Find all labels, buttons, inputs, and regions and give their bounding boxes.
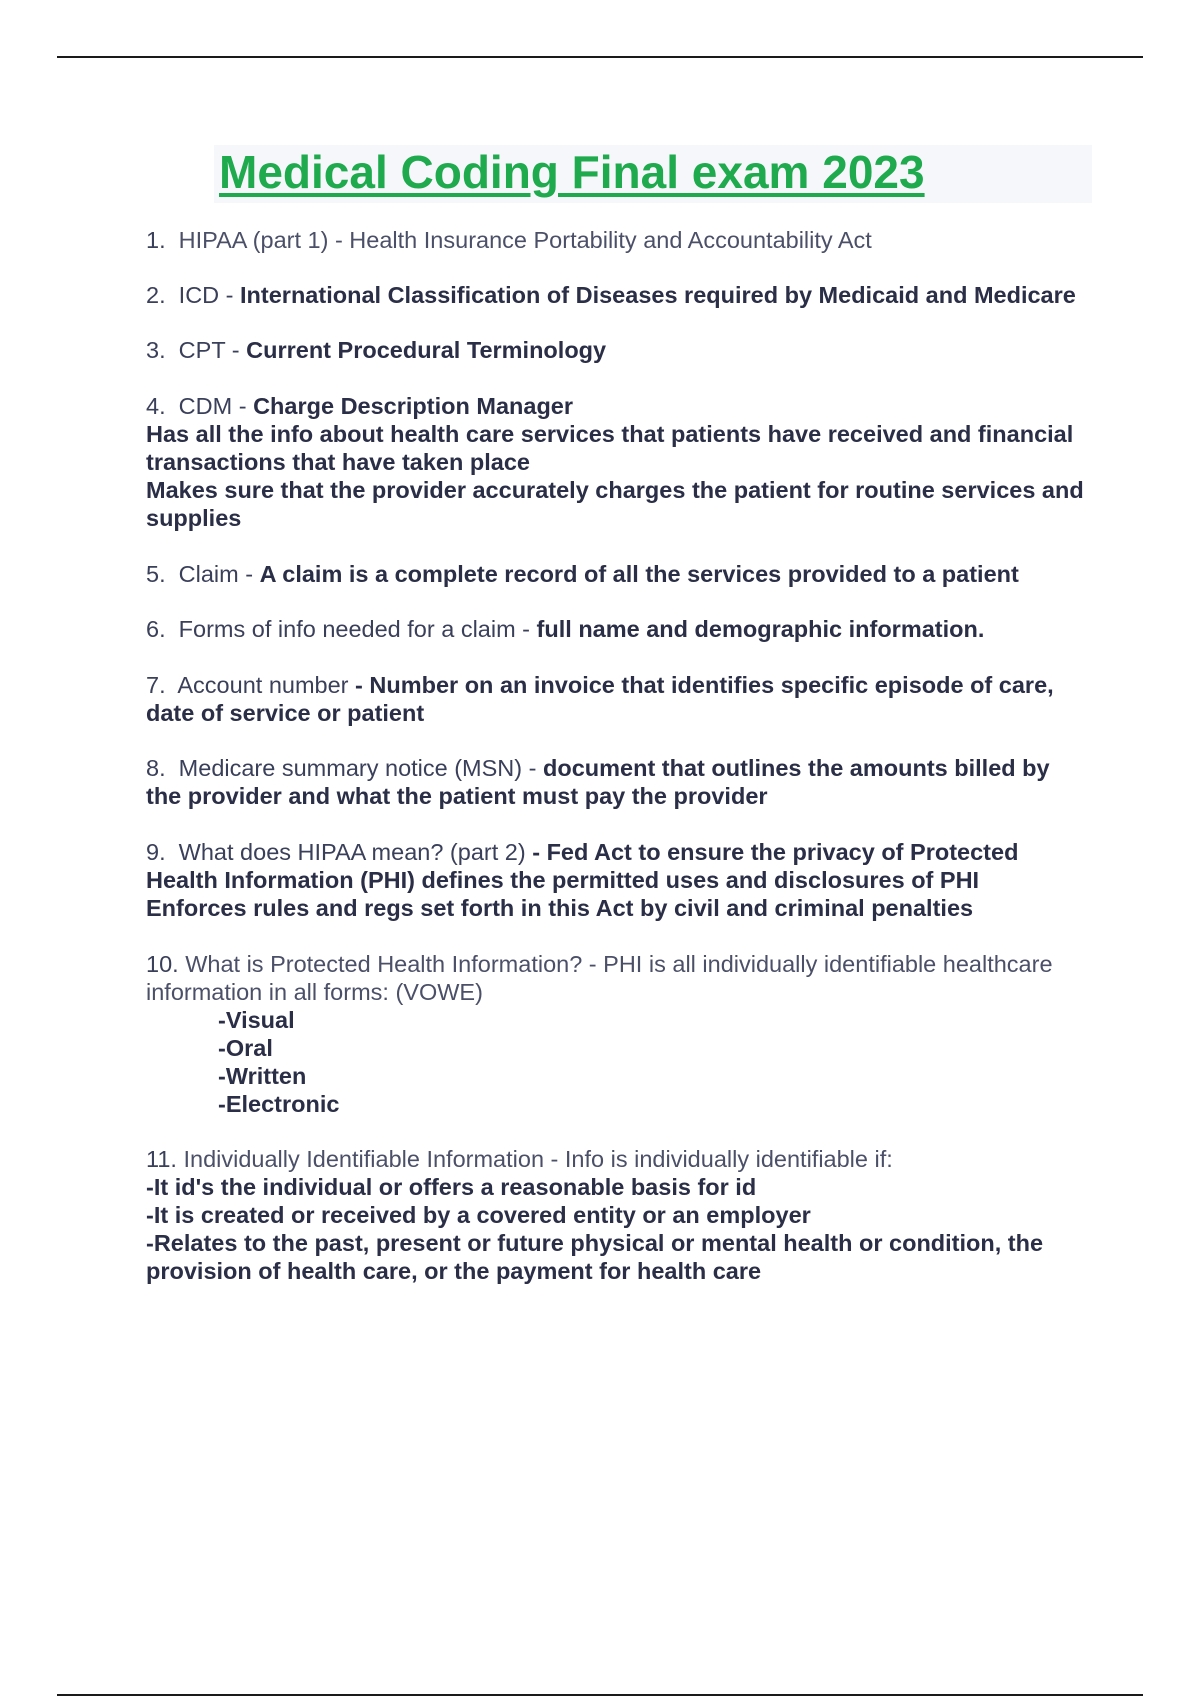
question-8 xyxy=(146,754,1091,810)
question-list xyxy=(146,226,1091,1285)
question-7 xyxy=(146,671,1091,727)
question-6 xyxy=(146,615,1091,643)
question-number: 4. xyxy=(146,393,166,419)
question-answer-line: Has all the info about health care services that patients have received and financial transactions that have taken place xyxy=(146,421,1074,475)
question-answer-line: Enforces rules and regs set forth in this Act by civil and criminal penalties xyxy=(146,895,974,921)
document-title: Medical Coding Final exam 2023 xyxy=(219,146,925,198)
question-term: Individually Identifiable Information - Info is individually identifiable if: xyxy=(183,1146,893,1172)
question-1 xyxy=(146,226,1091,254)
question-term: HIPAA (part 1) - Health Insurance Portability and Accountability Act xyxy=(178,227,872,253)
question-9 xyxy=(146,838,1091,922)
question-number: 9. xyxy=(146,839,166,865)
question-number: 1. xyxy=(146,227,166,253)
question-answer-line: Makes sure that the provider accurately charges the patient for routine services and supplies xyxy=(146,477,1084,531)
list-item: -Visual xyxy=(218,1007,295,1033)
question-term: What does HIPAA mean? (part 2) xyxy=(178,839,526,865)
question-answer: - Fed Act to ensure the privacy of Protected Health Information (PHI) defines the permitted uses and disclosures of PHI xyxy=(146,839,1019,893)
question-answer: A claim is a complete record of all the services provided to a patient xyxy=(259,561,1019,587)
question-3 xyxy=(146,336,1091,364)
question-answer: International Classification of Diseases required by Medicaid and Medicare xyxy=(240,282,1076,308)
question-term: ICD - xyxy=(178,282,234,308)
question-term: Account number xyxy=(177,672,349,698)
question-answer: - Number on an invoice that identifies specific episode of care, date of service or patient xyxy=(146,672,1054,726)
bottom-rule xyxy=(57,1694,1143,1696)
question-number: 6. xyxy=(146,616,166,642)
question-term: What is Protected Health Information? - PHI is all individually identifiable healthcare information in all forms: (VOWE) xyxy=(146,951,1053,1005)
list-item: -Written xyxy=(218,1063,307,1089)
question-number: 10. xyxy=(146,951,179,977)
question-2 xyxy=(146,281,1091,309)
question-10 xyxy=(146,950,1091,1118)
question-11 xyxy=(146,1145,1091,1285)
question-4 xyxy=(146,392,1091,532)
question-term: CPT - xyxy=(178,337,240,363)
question-number: 5. xyxy=(146,561,166,587)
top-rule xyxy=(57,56,1143,58)
question-number: 7. xyxy=(146,672,166,698)
question-answer-line: -It is created or received by a covered entity or an employer xyxy=(146,1202,811,1228)
list-item: -Electronic xyxy=(218,1091,340,1117)
question-answer: full name and demographic information. xyxy=(536,616,985,642)
question-answer: Current Procedural Terminology xyxy=(246,337,607,363)
question-number: 2. xyxy=(146,282,166,308)
question-term: Forms of info needed for a claim - xyxy=(178,616,531,642)
question-number: 3. xyxy=(146,337,166,363)
question-answer: Charge Description Manager xyxy=(253,393,574,419)
list-item: -Oral xyxy=(218,1035,273,1061)
question-5 xyxy=(146,560,1091,588)
question-term: Medicare summary notice (MSN) - xyxy=(178,755,537,781)
question-answer-line: -It id's the individual or offers a reasonable basis for id xyxy=(146,1174,757,1200)
question-answer: document that outlines the amounts billed by the provider and what the patient must pay the provider xyxy=(146,755,1050,809)
vowe-list xyxy=(146,1006,1091,1118)
question-term: Claim - xyxy=(178,561,254,587)
question-number: 8. xyxy=(146,755,166,781)
question-term: CDM - xyxy=(178,393,247,419)
question-answer-line: -Relates to the past, present or future physical or mental health or condition, the provision of health care, or the payment for health care xyxy=(146,1230,1044,1284)
question-number: 11. xyxy=(146,1146,177,1172)
